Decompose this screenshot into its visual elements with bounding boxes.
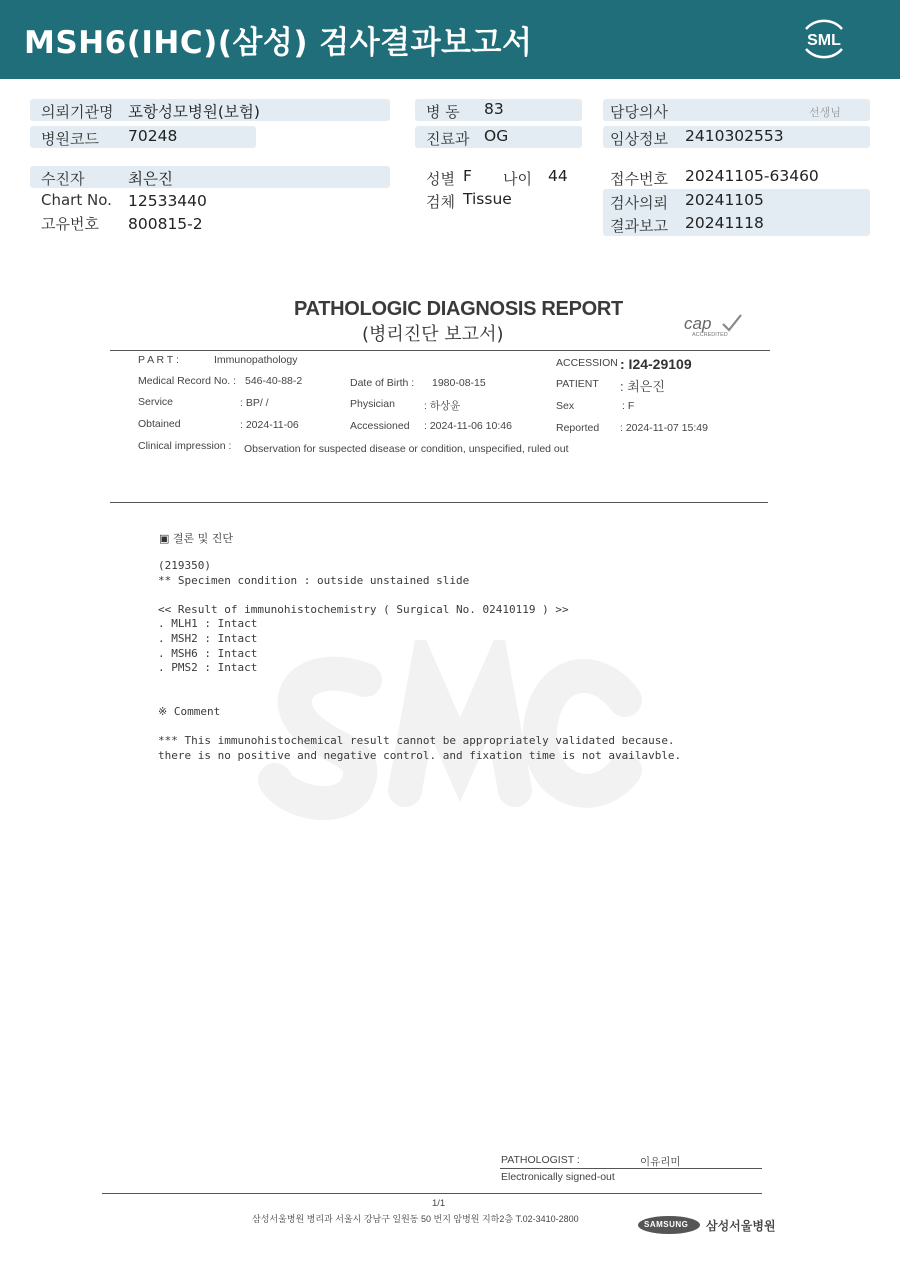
specimen-label: 검체	[426, 193, 455, 211]
age-label: 나이	[503, 170, 532, 188]
patient-value-en: : 최은진	[620, 379, 665, 394]
cap-accredited-logo	[684, 312, 746, 342]
accessioned-value: : 2024-11-06 10:46	[424, 420, 512, 432]
part-value: Immunopathology	[214, 354, 298, 366]
cap-logo-subtext: ACCREDITED	[692, 332, 728, 338]
unique-no-value: 800815-2	[128, 215, 203, 233]
page-title: MSH6(IHC)(삼성) 검사결과보고서	[24, 25, 533, 61]
patient-label: 수진자	[41, 170, 85, 188]
divider-middle	[110, 502, 768, 503]
divider-signature	[500, 1168, 762, 1169]
diagnosis-line: . MLH1 : Intact	[158, 617, 258, 631]
specimen-value: Tissue	[463, 190, 512, 208]
signed-out-text: Electronically signed-out	[501, 1171, 615, 1183]
diagnosis-line: *** This immunohistochemical result cannot be appropriately validated because.	[158, 734, 675, 748]
diagnosis-line: . MSH2 : Intact	[158, 632, 258, 645]
sex-value-en: : F	[622, 400, 635, 412]
doctor-suffix: 선생님	[809, 106, 841, 119]
ward-value: 83	[484, 100, 504, 118]
institution-label: 의뢰기관명	[41, 103, 114, 121]
sex-label: 성별	[426, 170, 455, 188]
samsung-logo-text: SAMSUNG	[644, 1220, 689, 1229]
result-date: 20241118	[685, 214, 764, 232]
clinical-info-value: 2410302553	[685, 127, 784, 145]
sml-logo-icon	[798, 13, 850, 65]
dob-label: Date of Birth :	[350, 377, 415, 389]
cap-logo-text: cap	[684, 314, 712, 333]
divider-top	[110, 350, 770, 351]
reported-value: : 2024-11-07 15:49	[620, 422, 708, 434]
doctor-label: 담당의사	[610, 103, 668, 121]
unique-no-label: 고유번호	[41, 215, 99, 233]
footer-address: 삼성서울병원 병리과 서울시 강남구 일원동 50 번지 암병원 지하2층 T.02-3410-2800	[252, 1214, 579, 1224]
receipt-no-value: 20241105-63460	[685, 167, 819, 185]
diagnosis-line: ** Specimen condition : outside unstained slide	[158, 573, 470, 587]
report-subtitle: (병리진단 보고서)	[362, 324, 504, 345]
logo-text: SML	[807, 32, 841, 49]
watermark-logo	[255, 640, 645, 820]
obtained-value: : 2024-11-06	[240, 419, 299, 431]
physician-label: Physician	[350, 398, 395, 410]
divider-footer	[102, 1193, 762, 1194]
department-label: 진료과	[426, 130, 470, 148]
mrn-label: Medical Record No. :	[138, 375, 237, 387]
sex-value: F	[463, 167, 472, 185]
part-label: P A R T :	[138, 354, 179, 366]
request-label: 검사의뢰	[610, 194, 668, 212]
diagnosis-line: (219350)	[158, 559, 211, 572]
institution-value: 포항성모병원(보험)	[128, 103, 260, 121]
obtained-label: Obtained	[138, 418, 181, 430]
ward-label: 병 동	[426, 103, 460, 121]
diagnosis-heading: ▣ 결론 및 진단	[159, 532, 234, 545]
receipt-no-label: 접수번호	[610, 170, 668, 188]
patient-label-en: PATIENT	[556, 378, 599, 390]
reported-label: Reported	[556, 422, 600, 434]
chart-no-label: Chart No.	[41, 191, 112, 209]
impression-label: Clinical impression :	[138, 440, 232, 452]
diagnosis-line: . MSH6 : Intact	[158, 646, 258, 660]
report-header-bar	[0, 0, 900, 79]
chart-no-value: 12533440	[128, 192, 207, 210]
accession-value: : I24-29109	[620, 356, 692, 372]
page-number: 1/1	[432, 1198, 446, 1209]
patient-name: 최은진	[128, 170, 173, 188]
clinical-info-label: 임상정보	[610, 130, 668, 148]
physician-value: : 하상윤	[424, 400, 461, 412]
department-value: OG	[484, 127, 509, 145]
diagnosis-line: ※ Comment	[158, 705, 221, 718]
pathologist-label: PATHOLOGIST :	[501, 1154, 580, 1166]
result-label: 결과보고	[610, 217, 668, 235]
request-date: 20241105	[685, 191, 764, 209]
checkmark-icon	[720, 312, 744, 334]
mrn-value: 546-40-88-2	[245, 375, 303, 387]
hospital-code-value: 70248	[128, 127, 178, 145]
service-value: : BP/ /	[240, 397, 269, 409]
impression-value: Observation for suspected disease or condition, unspecified, ruled out	[244, 443, 569, 455]
diagnosis-line: there is no positive and negative control. and fixation time is not availavble.	[158, 748, 682, 762]
diagnosis-line: << Result of immunohistochemistry ( Surgical No. 02410119 ) >>	[158, 602, 569, 616]
hospital-code-label: 병원코드	[41, 130, 99, 148]
samsung-logo	[638, 1216, 700, 1234]
dob-value: 1980-08-15	[432, 377, 486, 389]
pathologist-name: 이유리미	[640, 1156, 681, 1168]
diagnosis-line: . PMS2 : Intact	[158, 661, 258, 675]
accessioned-label: Accessioned	[350, 420, 410, 432]
sex-label-en: Sex	[556, 400, 575, 412]
hospital-name: 삼성서울병원	[706, 1219, 776, 1233]
age-value: 44	[548, 167, 568, 185]
report-title: PATHOLOGIC DIAGNOSIS REPORT	[294, 298, 623, 320]
service-label: Service	[138, 396, 174, 408]
accession-label: ACCESSION	[556, 357, 618, 369]
